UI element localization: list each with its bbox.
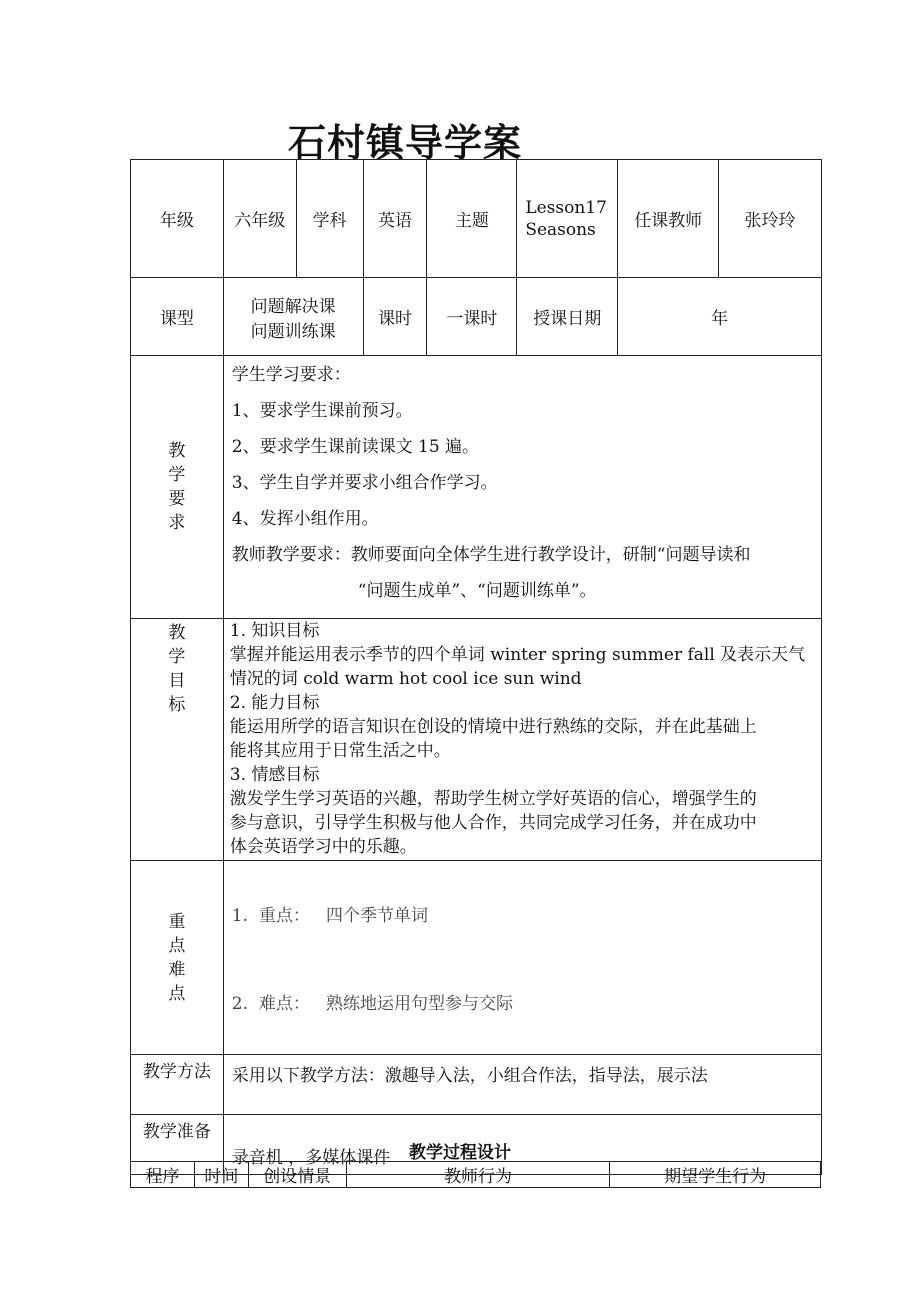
date-value: 年 — [618, 278, 822, 356]
hours-label: 课时 — [363, 278, 427, 356]
key-char: 重 — [168, 911, 186, 932]
subject-label: 学科 — [296, 160, 363, 278]
page-title: 石村镇导学案 — [288, 121, 523, 165]
topic-line-1: Lesson17 — [525, 197, 607, 218]
goals-char: 教 — [168, 623, 186, 643]
req-item: 3、学生自学并要求小组合作学习。 — [231, 473, 498, 493]
req-char: 学 — [168, 465, 186, 485]
methods-value: 采用以下教学方法：激趣导入法，小组合作法，指导法，展示法 — [223, 1055, 821, 1115]
key-char: 点 — [168, 983, 186, 1004]
key-char: 难 — [168, 959, 186, 980]
key-point: 1. 重点： 四个季节单词 — [231, 906, 429, 926]
preparation-label: 教学准备 — [131, 1115, 224, 1175]
goals-line: 3. 情感目标 — [229, 765, 320, 785]
req-char: 教 — [168, 441, 186, 461]
methods-label: 教学方法 — [131, 1055, 224, 1115]
type-value — [223, 278, 363, 356]
col-header: 时间 — [194, 1162, 248, 1188]
process-table — [130, 1161, 821, 1188]
goals-line: 2. 能力目标 — [229, 693, 320, 713]
key-char: 点 — [168, 935, 186, 956]
req-item: 2、要求学生课前读课文 15 遍。 — [231, 437, 480, 457]
topic-value — [517, 160, 618, 278]
key-points-content — [223, 861, 821, 1055]
hours-value: 一课时 — [427, 278, 517, 356]
topic-line-2: Seasons — [525, 219, 596, 240]
goals-line: 掌握并能运用表示季节的四个单词 winter spring summer fall 及表示天气 — [229, 645, 806, 665]
goals-line: 情况的词 cold warm hot cool ice sun wind — [229, 669, 582, 689]
col-header: 期望学生行为 — [610, 1162, 821, 1188]
goals-line: 1. 知识目标 — [229, 621, 320, 641]
type-line-1: 问题解决课 — [250, 296, 336, 317]
goals-char: 目 — [168, 671, 186, 691]
goals-content — [223, 619, 821, 861]
process-title: 教学过程设计 — [409, 1143, 511, 1163]
goals-line: 能将其应用于日常生活之中。 — [229, 741, 451, 761]
topic-label: 主题 — [427, 160, 517, 278]
goals-line: 体会英语学习中的乐趣。 — [229, 837, 417, 857]
student-heading: 学生学习要求： — [231, 365, 351, 385]
type-line-2: 问题训练课 — [250, 321, 336, 342]
goals-line: 参与意识，引导学生积极与他人合作，共同完成学习任务，并在成功中 — [229, 813, 757, 833]
requirements-label — [131, 356, 224, 619]
col-header: 程序 — [131, 1162, 195, 1188]
grade-label: 年级 — [131, 160, 224, 278]
grade-value: 六年级 — [223, 160, 296, 278]
difficult-point: 2. 难点： 熟练地运用句型参与交际 — [231, 994, 514, 1014]
teacher-req-line-2: “问题生成单”、“问题训练单”。 — [357, 581, 597, 601]
teacher-req-line-1: 教师教学要求：教师要面向全体学生进行教学设计，研制“问题导读和 — [231, 545, 751, 565]
teacher-label: 任课教师 — [618, 160, 719, 278]
goals-label — [131, 619, 224, 861]
requirements-content — [223, 356, 821, 619]
preparation-value: 录音机 ，多媒体课件 — [223, 1115, 821, 1175]
req-item: 4、发挥小组作用。 — [231, 509, 379, 529]
date-label: 授课日期 — [517, 278, 618, 356]
subject-value: 英语 — [363, 160, 427, 278]
goals-line: 能运用所学的语言知识在创设的情境中进行熟练的交际，并在此基础上 — [229, 717, 757, 737]
key-points-label — [131, 861, 224, 1055]
goals-char: 学 — [168, 647, 186, 667]
type-label: 课型 — [131, 278, 224, 356]
col-header: 创设情景 — [248, 1162, 346, 1188]
lesson-plan-table — [130, 159, 822, 1175]
col-header: 教师行为 — [346, 1162, 610, 1188]
goals-char: 标 — [168, 695, 186, 715]
req-char: 要 — [168, 489, 186, 509]
goals-line: 激发学生学习英语的兴趣，帮助学生树立学好英语的信心，增强学生的 — [229, 789, 757, 809]
req-char: 求 — [168, 513, 186, 533]
req-item: 1、要求学生课前预习。 — [231, 401, 413, 421]
teacher-value: 张玲玲 — [719, 160, 822, 278]
